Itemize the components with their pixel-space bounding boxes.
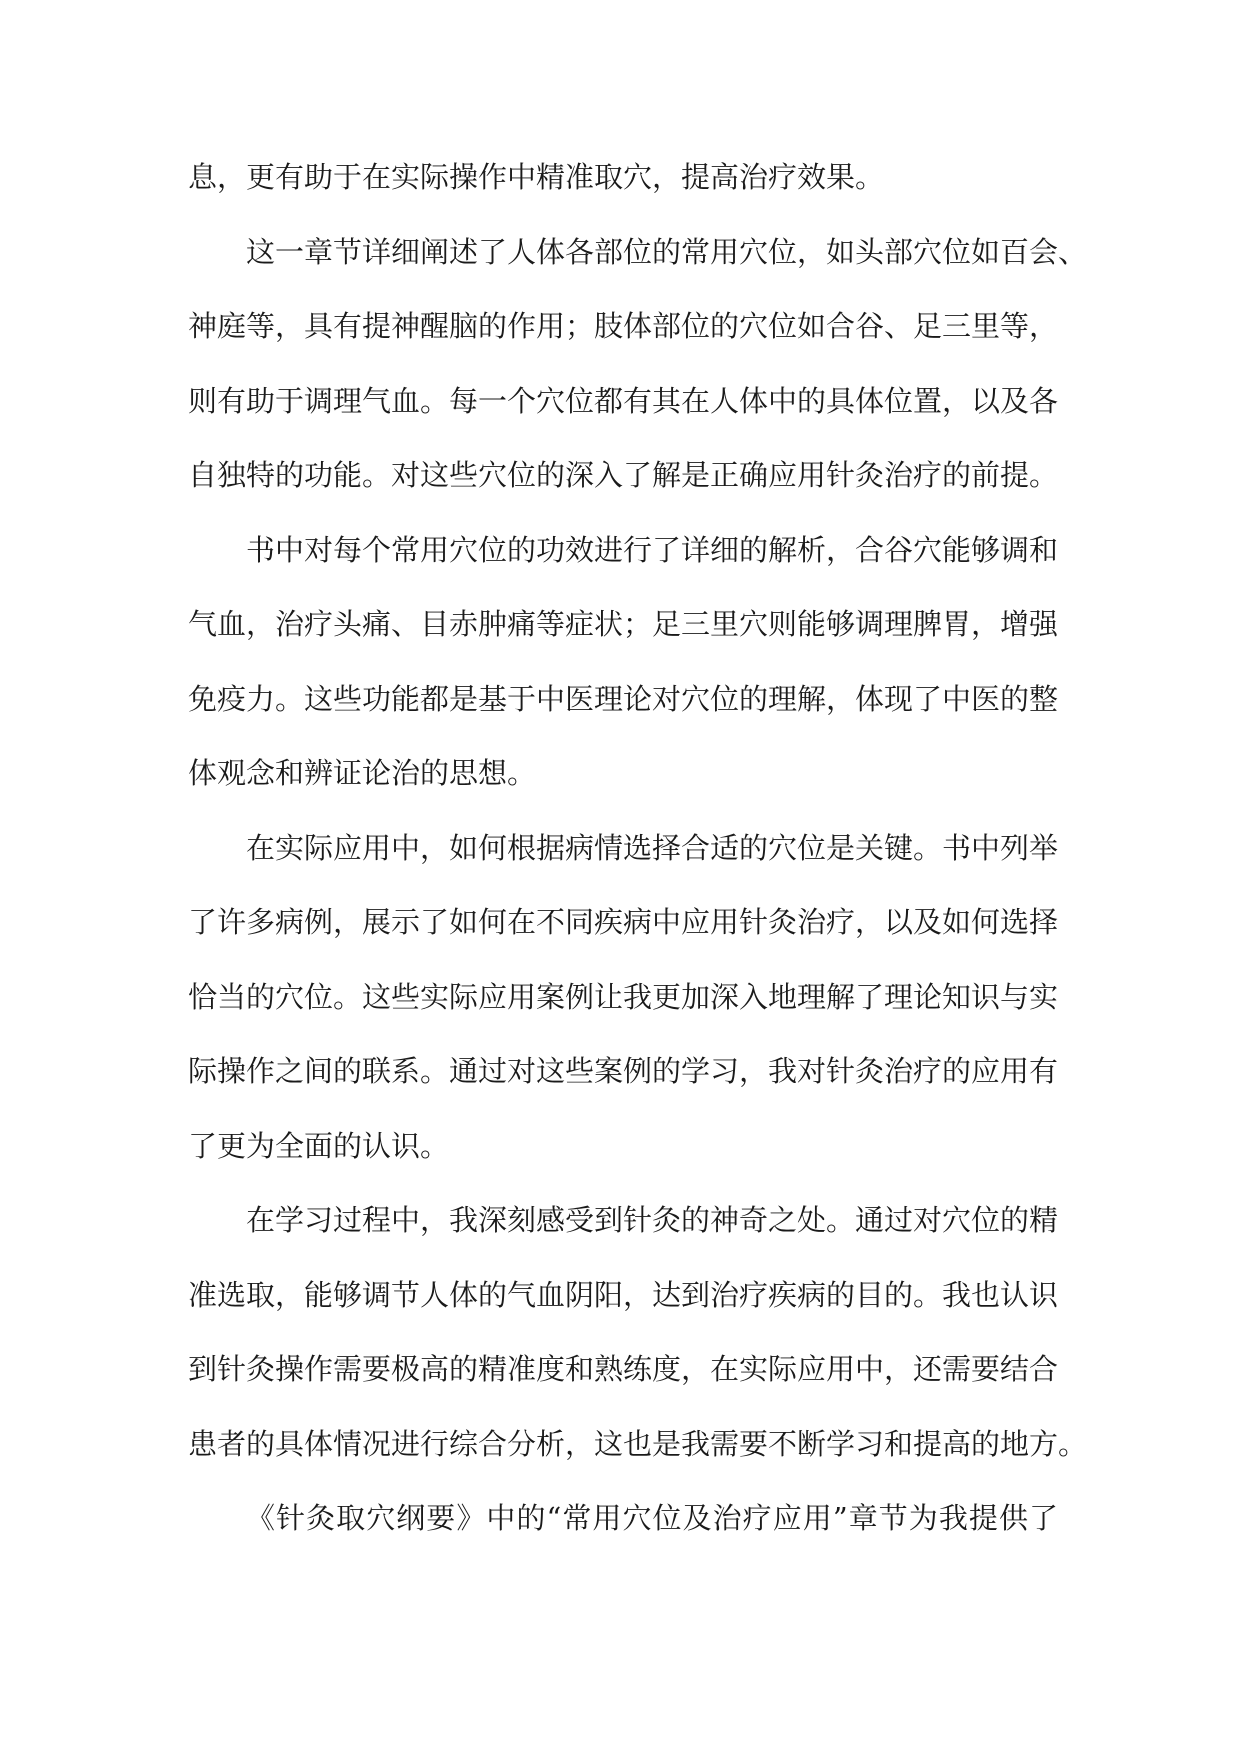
text-line: 神庭等，具有提神醒脑的作用；肢体部位的穴位如合谷、足三里等，: [188, 309, 1059, 343]
text-line: 了许多病例，展示了如何在不同疾病中应用针灸治疗，以及如何选择: [188, 905, 1059, 939]
text-line: 则有助于调理气血。每一个穴位都有其在人体中的具体位置，以及各: [188, 383, 1059, 418]
text-line: 体观念和辨证论治的思想。: [188, 756, 537, 790]
text-line: 在实际应用中，如何根据病情选择合适的穴位是关键。书中列举: [246, 830, 1059, 865]
text-line: 准选取，能够调节人体的气血阴阳，达到治疗疾病的目的。我也认识: [188, 1277, 1059, 1312]
text-line: 《针灸取穴纲要》中的“常用穴位及治疗应用”章节为我提供了: [246, 1501, 1058, 1535]
text-line: 恰当的穴位。这些实际应用案例让我更加深入地理解了理论知识与实: [188, 979, 1059, 1014]
text-line: 这一章节详细阐述了人体各部位的常用穴位，如头部穴位如百会、: [246, 234, 1088, 269]
text-line: 到针灸操作需要极高的精准度和熟练度，在实际应用中，还需要结合: [188, 1352, 1059, 1386]
text-line: 患者的具体情况进行综合分析，这也是我需要不断学习和提高的地方。: [188, 1426, 1088, 1461]
text-line: 书中对每个常用穴位的功效进行了详细的解析，合谷穴能够调和: [246, 532, 1059, 567]
text-line: 在学习过程中，我深刻感受到针灸的神奇之处。通过对穴位的精: [246, 1203, 1059, 1237]
text-line: 息，更有助于在实际操作中精准取穴，提高治疗效果。: [188, 160, 885, 194]
text-line: 免疫力。这些功能都是基于中医理论对穴位的理解，体现了中医的整: [188, 681, 1059, 716]
text-line: 了更为全面的认识。: [188, 1128, 450, 1163]
text-line: 自独特的功能。对这些穴位的深入了解是正确应用针灸治疗的前提。: [188, 458, 1059, 492]
text-line: 际操作之间的联系。通过对这些案例的学习，我对针灸治疗的应用有: [188, 1054, 1059, 1088]
text-line: 气血，治疗头痛、目赤肿痛等症状；足三里穴则能够调理脾胃，增强: [188, 607, 1059, 641]
body-text: [188, 140, 1088, 1556]
